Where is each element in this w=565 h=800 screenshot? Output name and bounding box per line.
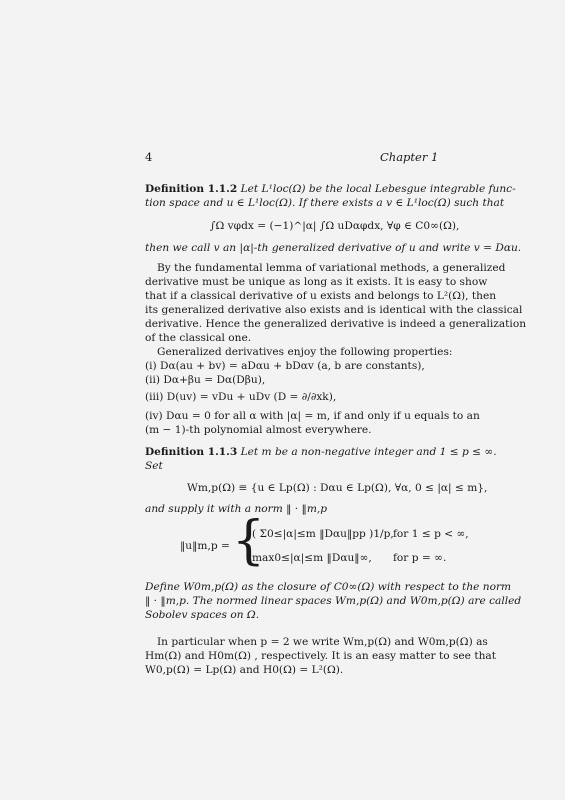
definition-1-1-3-line-2: Set [145, 460, 163, 472]
definition-1-1-2-label: Definition 1.1.2 [145, 183, 238, 195]
definition-1-1-3-line-3: and supply it with a norm ‖ · ‖m,p [145, 503, 328, 515]
properties-intro: Generalized derivatives enjoy the following properties: [157, 346, 453, 358]
paragraph-1-line-5: derivative. Hence the generalized derivative is indeed a generalization [145, 318, 527, 330]
property-iv-line-1: (iv) Dαu = 0 for all α with |α| = m, if and only if u equals to an [145, 410, 480, 422]
norm-case-1: ( Σ0≤|α|≤m ‖Dαu‖pp )1/p, [252, 528, 394, 540]
property-i: (i) Dα(au + bv) = aDαu + bDαv (a, b are constants), [145, 360, 425, 372]
norm-case-1-condition: for 1 ≤ p < ∞, [393, 528, 469, 540]
definition-1-1-3-define-2: ‖ · ‖m,p. The normed linear spaces Wm,p(Ω) and W0m,p(Ω) are called [145, 595, 522, 607]
paragraph-1-line-6: of the classical one. [145, 332, 252, 344]
definition-1-1-2-line-1 [145, 183, 516, 197]
sobolev-space-equation: Wm,p(Ω) ≡ {u ∈ Lp(Ω) : Dαu ∈ Lp(Ω), ∀α, 0 ≤ |α| ≤ m}, [187, 482, 488, 494]
paragraph-2-line-3: W0,p(Ω) = Lp(Ω) and H0(Ω) = L²(Ω). [145, 664, 344, 676]
property-iv-line-2: (m − 1)-th polynomial almost everywhere. [145, 424, 372, 436]
definition-1-1-2-line-3: then we call v an |α|-th generalized derivative of u and write v = Dαu. [145, 242, 522, 254]
norm-case-2: max0≤|α|≤m ‖Dαu‖∞, [252, 552, 372, 564]
norm-case-2-condition: for p = ∞. [393, 552, 447, 564]
paragraph-2-line-1: In particular when p = 2 we write Wm,p(Ω) and W0m,p(Ω) as [157, 636, 488, 648]
property-iii: (iii) D(uv) = vDu + uDv (D = ∂/∂xk), [145, 391, 337, 403]
chapter-running-head: Chapter 1 [380, 150, 439, 164]
definition-1-1-2-line-2: tion space and u ∈ L¹loc(Ω). If there exists a v ∈ L¹loc(Ω) such that [145, 197, 505, 209]
definition-1-1-3-define-1: Define W0m,p(Ω) as the closure of C0∞(Ω) with respect to the norm [145, 581, 512, 593]
property-ii: (ii) Dα+βu = Dα(Dβu), [145, 374, 266, 386]
paragraph-2-line-2: Hm(Ω) and H0m(Ω) , respectively. It is an easy matter to see that [145, 650, 496, 662]
norm-lhs: ‖u‖m,p = [180, 540, 230, 552]
definition-1-1-3-label: Definition 1.1.3 [145, 446, 238, 458]
definition-1-1-2-text-1: Let L¹loc(Ω) be the local Lebesgue integrable func- [240, 183, 516, 195]
definition-1-1-3-line-1 [145, 446, 497, 460]
definition-1-1-3-define-3: Sobolev spaces on Ω. [145, 609, 260, 621]
paragraph-1-line-3: that if a classical derivative of u exists and belongs to L²(Ω), then [145, 290, 497, 302]
generalized-derivative-equation: ∫Ω vφdx = (−1)^|α| ∫Ω uDαφdx, ∀φ ∈ C0∞(Ω), [210, 220, 460, 232]
page-number: 4 [145, 150, 153, 164]
paragraph-1-line-2: derivative must be unique as long as it exists. It is easy to show [145, 276, 488, 288]
definition-1-1-3-text-1: Let m be a non-negative integer and 1 ≤ p ≤ ∞. [240, 446, 497, 458]
left-brace: { [232, 511, 266, 571]
paragraph-1-line-4: its generalized derivative also exists and is identical with the classical [145, 304, 523, 316]
paragraph-1-line-1: By the fundamental lemma of variational methods, a generalized [157, 262, 506, 274]
